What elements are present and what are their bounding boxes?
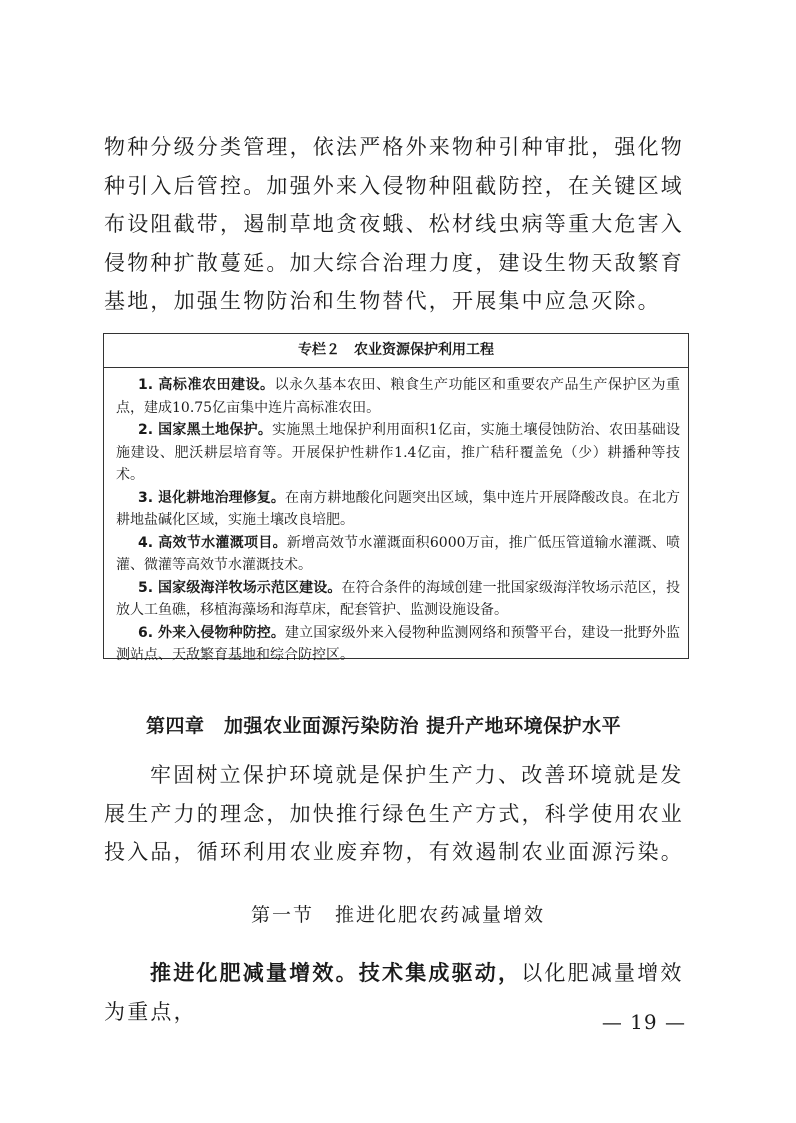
list-item (116, 487, 680, 532)
list-item (116, 532, 680, 577)
item-text: 在符合条件的海域创建一批国家级海洋牧场示范区，投放人工鱼礁，移植海藻场和海草床，配套管护、监测设施设备。 (116, 579, 681, 618)
item-text: 实施黑土地保护利用面积1亿亩，实施土壤侵蚀防治、农田基础设施建设、肥沃耕层培育等。开展保护性耕作1.4亿亩，推广秸秆覆盖免（少）耕播种等技术。 (116, 422, 681, 483)
item-text: 建立国家级外来入侵物种监测网络和预警平台，建设一批野外监测站点、天敌繁育基地和综合防控区。 (116, 624, 680, 663)
item-text: 以永久基本农田、粮食生产功能区和重要农产品生产保护区为重点，建成10.75亿亩集中连片高标准农田。 (116, 377, 680, 416)
list-item (116, 374, 680, 419)
chapter-title: 第四章 加强农业面源污染防治 提升产地环境保护水平 (146, 715, 622, 737)
item-text: 新增高效节水灌溉面积6000万亩，推广低压管道输水灌溉、喷灌、微灌等高效节水灌溉技术。 (116, 534, 680, 573)
list-item (116, 419, 680, 487)
body-paragraph: 牢固树立保护环境就是保护生产力、改善环境就是发展生产力的理念，加快推行绿色生产方式，科学使用农业投入品，循环利用农业废弃物，有效遏制农业面源污染。 (104, 763, 684, 864)
item-heading: 2. 国家黑土地保护。 (138, 422, 273, 438)
column-box-title: 专栏２ 农业资源保护利用工程 (104, 334, 688, 368)
item-heading: 4. 高效节水灌溉项目。 (138, 534, 287, 551)
page-number: — 19 — (601, 1010, 686, 1034)
paragraph-lead: 推进化肥减量增效。技术集成驱动， (150, 961, 522, 985)
column-box-items (104, 368, 688, 667)
item-text: 在南方耕地酸化问题突出区域，集中连片开展降酸改良。在北方耕地盐碱化区域，实施土壤改良培肥。 (116, 489, 680, 528)
list-item (116, 577, 680, 622)
body-paragraph: 物种分级分类管理，依法严格外来物种引种审批，强化物种引入后管控。加强外来入侵物种阻截防控，在关键区域布设阻截带，遏制草地贪夜蛾、松材线虫病等重大危害入侵物种扩散蔓延。加大综合治理力度，建设生物天敌繁育基地，加强生物防治和生物替代，开展集中应急灭除。 (104, 135, 684, 313)
item-heading: 5. 国家级海洋牧场示范区建设。 (138, 579, 342, 596)
item-heading: 6. 外来入侵物种防控。 (138, 624, 286, 641)
item-heading: 3. 退化耕地治理修复。 (138, 489, 286, 506)
section-title: 第一节 推进化肥农药减量增效 (250, 904, 545, 926)
column-box (103, 333, 689, 663)
list-item (116, 622, 680, 667)
item-heading: 1. 高标准农田建设。 (138, 377, 275, 393)
paragraph-text: 以化肥减量增效为重点， (104, 961, 684, 1024)
